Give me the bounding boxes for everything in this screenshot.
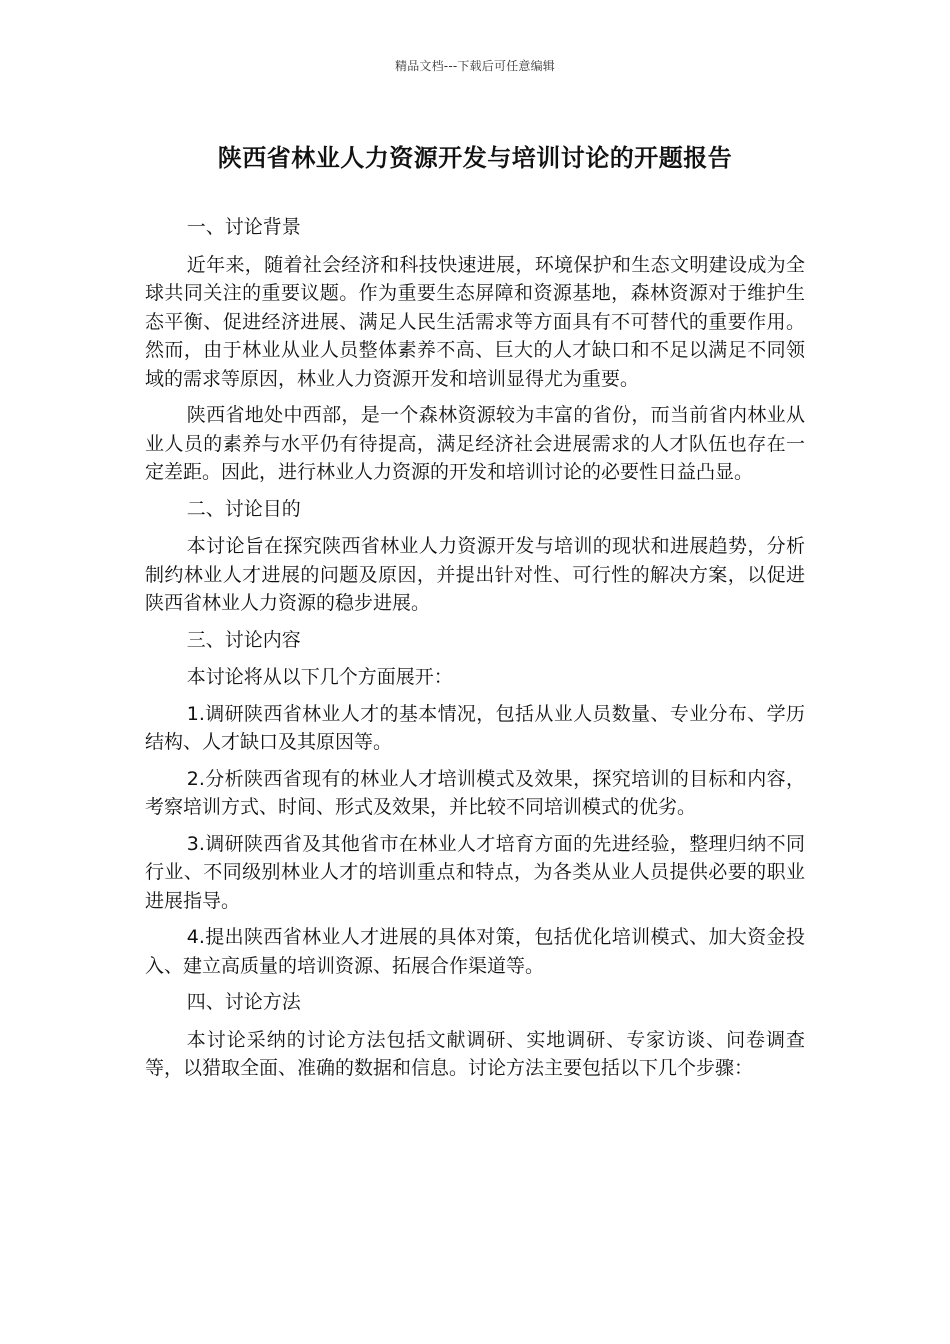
section-heading-purpose: 二、讨论目的 (186, 497, 301, 520)
paragraph-background-2: 陕西省地处中西部，是一个森林资源较为丰富的省份，而当前省内林业从业人员的素养与水平仍有待提高，满足经济社会进展需求的人才队伍也存在一定差距。因此，进行林业人力资源的开发和培训讨论的必要性日益凸显。 (145, 404, 805, 483)
list-item-content-4: 4.提出陕西省林业人才进展的具体对策，包括优化培训模式、加大资金投入、建立高质量的培训资源、拓展合作渠道等。 (145, 926, 805, 977)
paragraph-purpose-1: 本讨论旨在探究陕西省林业人力资源开发与培训的现状和进展趋势，分析制约林业人才进展的问题及原因，并提出针对性、可行性的解决方案，以促进陕西省林业人力资源的稳步进展。 (145, 535, 805, 614)
list-item-content-2: 2.分析陕西省现有的林业人才培训模式及效果，探究培训的目标和内容，考察培训方式、时间、形式及效果，并比较不同培训模式的优劣。 (145, 767, 805, 818)
paragraph-background-1: 近年来，随着社会经济和科技快速进展，环境保护和生态文明建设成为全球共同关注的重要议题。作为重要生态屏障和资源基地，森林资源对于维护生态平衡、促进经济进展、满足人民生活需求等方面具有不可替代的重要作用。然而，由于林业从业人员整体素养不高、巨大的人才缺口和不足以满足不同领域的需求等原因，林业人力资源开发和培训显得尤为重要。 (145, 253, 805, 390)
paragraph-content-intro: 本讨论将从以下几个方面展开： (186, 666, 453, 688)
section-heading-background: 一、讨论背景 (186, 216, 301, 238)
document-title: 陕西省林业人力资源开发与培训讨论的开题报告 (217, 144, 733, 172)
paragraph-method-1: 本讨论采纳的讨论方法包括文献调研、实地调研、专家访谈、问卷调查等，以猎取全面、准确的数据和信息。讨论方法主要包括以下几个步骤： (145, 1028, 805, 1079)
section-heading-method: 四、讨论方法 (186, 991, 301, 1013)
list-item-content-3: 3.调研陕西省及其他省市在林业人才培育方面的先进经验，整理归纳不同行业、不同级别林业人才的培训重点和特点，为各类从业人员提供必要的职业进展指导。 (145, 832, 805, 912)
document-body (145, 213, 805, 1091)
section-heading-content: 三、讨论内容 (186, 628, 301, 651)
list-item-content-1: 1.调研陕西省林业人才的基本情况，包括从业人员数量、专业分布、学历结构、人才缺口及其原因等。 (145, 702, 805, 753)
page-header-note: 精品文档---下载后可任意编辑 (395, 59, 555, 73)
